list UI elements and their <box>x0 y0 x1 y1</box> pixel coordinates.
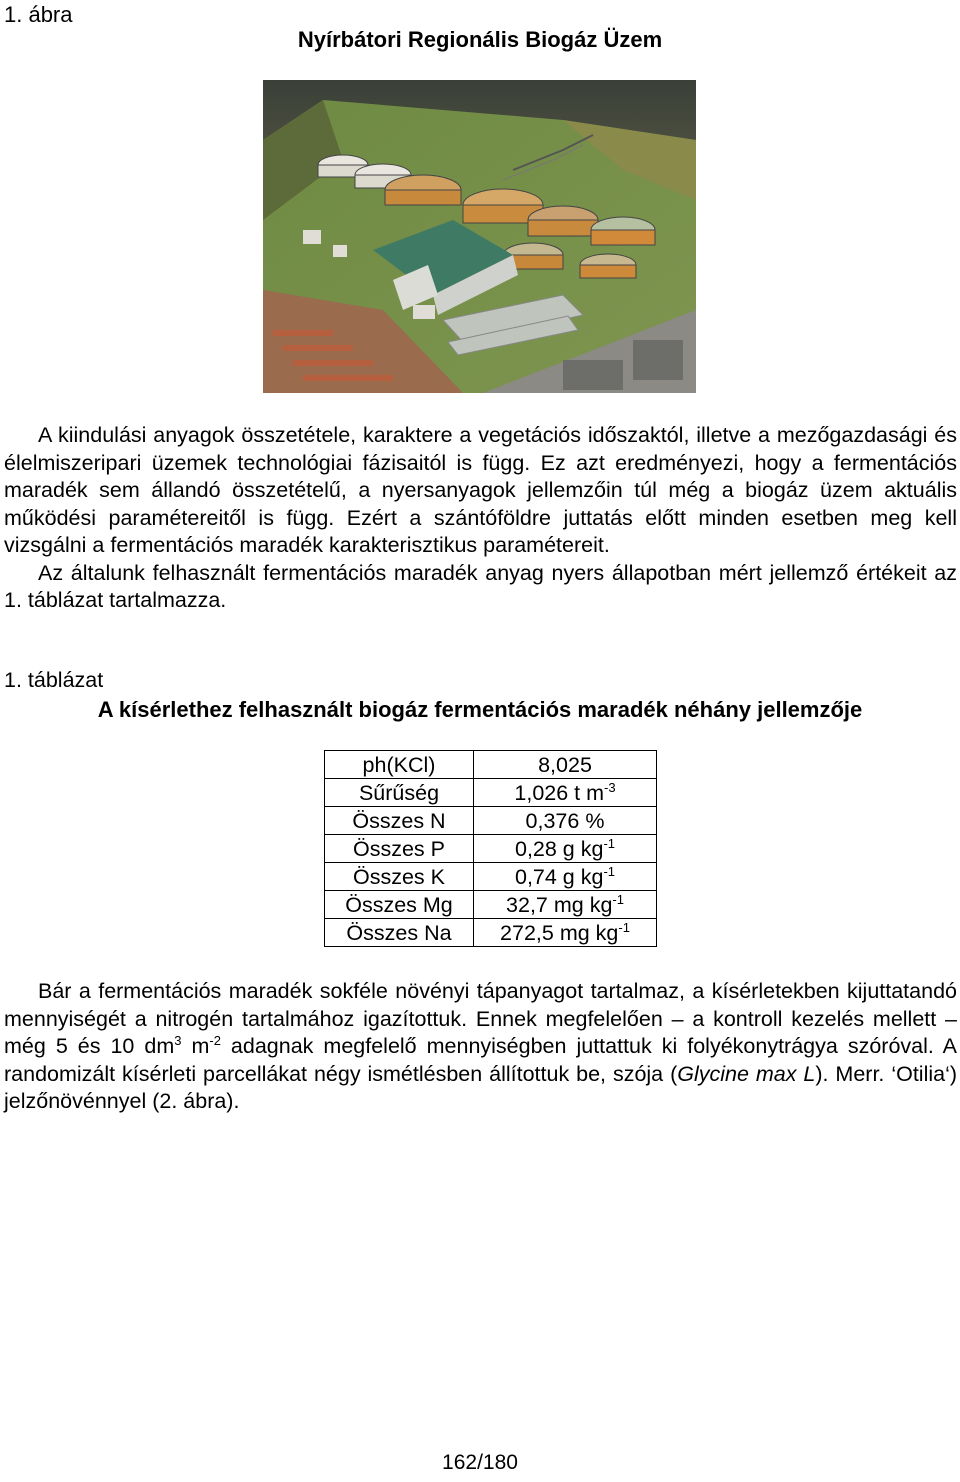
property-value: 8,025 <box>474 751 657 779</box>
property-name: ph(KCl) <box>325 751 474 779</box>
table-row <box>325 751 657 779</box>
species-name: Glycine max L <box>677 1061 816 1086</box>
paragraph-text: Az általunk felhasznált fermentációs maradék anyag nyers állapotban mért jellemző értékeit az 1. táblázat tartalmazza. <box>4 560 957 612</box>
table-row <box>325 807 657 835</box>
property-name: Összes K <box>325 863 474 891</box>
property-value: 0,376 % <box>474 807 657 835</box>
properties-table <box>324 750 657 947</box>
table-row <box>325 779 657 807</box>
property-name: Összes Mg <box>325 891 474 919</box>
paragraph-text: A kiindulási anyagok összetétele, karaktere a vegetációs időszaktól, illetve a mezőgazdasági és élelmiszeripari üzemek technológiai fázisaitól is függ. Ez azt eredményezi, hogy a fermentációs maradék sem állandó összetételű, a nyersanyagok jellemzőin túl még a biogáz üzem aktuális működési paramétereitől is függ. Ezért a szántóföldre juttatás előtt minden esetben meg kell vizsgálni a fermentációs maradék karakterisztikus paramétereit. <box>4 423 957 557</box>
property-value: 0,74 g $kg^{-1}$ <box>474 863 657 891</box>
method-paragraph <box>4 978 957 1116</box>
intro-paragraph <box>4 422 957 615</box>
figure-label: 1. ábra <box>4 2 73 27</box>
property-value: 272,5 mg $kg^{-1}$ <box>474 919 657 947</box>
table-label: 1. táblázat <box>4 668 104 692</box>
property-name: Összes N <box>325 807 474 835</box>
table-title: A kísérlethez felhasznált biogáz fermentációs maradék néhány jellemzője <box>97 697 863 722</box>
figure-title: Nyírbátori Regionális Biogáz Üzem <box>297 27 663 52</box>
property-name: Sűrűség <box>325 779 474 807</box>
property-value: 0,28 g $kg^{-1}$ <box>474 835 657 863</box>
property-name: Összes P <box>325 835 474 863</box>
table-row <box>325 919 657 947</box>
property-value: 1,026 t $m^{-3}$ <box>474 779 657 807</box>
table-row <box>325 835 657 863</box>
table-row <box>325 863 657 891</box>
paragraph-text: Bár a fermentációs maradék sokféle növényi tápanyagot tartalmaz, a kísérletekben kijuttatandó mennyiségét a nitrogén tartalmához igazítottuk. Ennek megfelelően – a kontroll kezelés mellett – még 5 és 10 $dm^3$ $m^{-2}$ adagnak megfelelő mennyiségben juttattuk ki folyékonytrágya szóróval. A randomizált kísérleti parcellákat négy ismétlésben állítottuk be, szója (Glycine max L). Merr. ‘Otilia‘) jelzőnövénnyel (2. ábra). <box>4 979 958 1113</box>
property-name: Összes Na <box>325 919 474 947</box>
property-value: 32,7 mg $kg^{-1}$ <box>474 891 657 919</box>
page-number: 162/180 <box>442 1451 518 1474</box>
biogas-plant-aerial-photo <box>263 80 696 393</box>
table-row <box>325 891 657 919</box>
